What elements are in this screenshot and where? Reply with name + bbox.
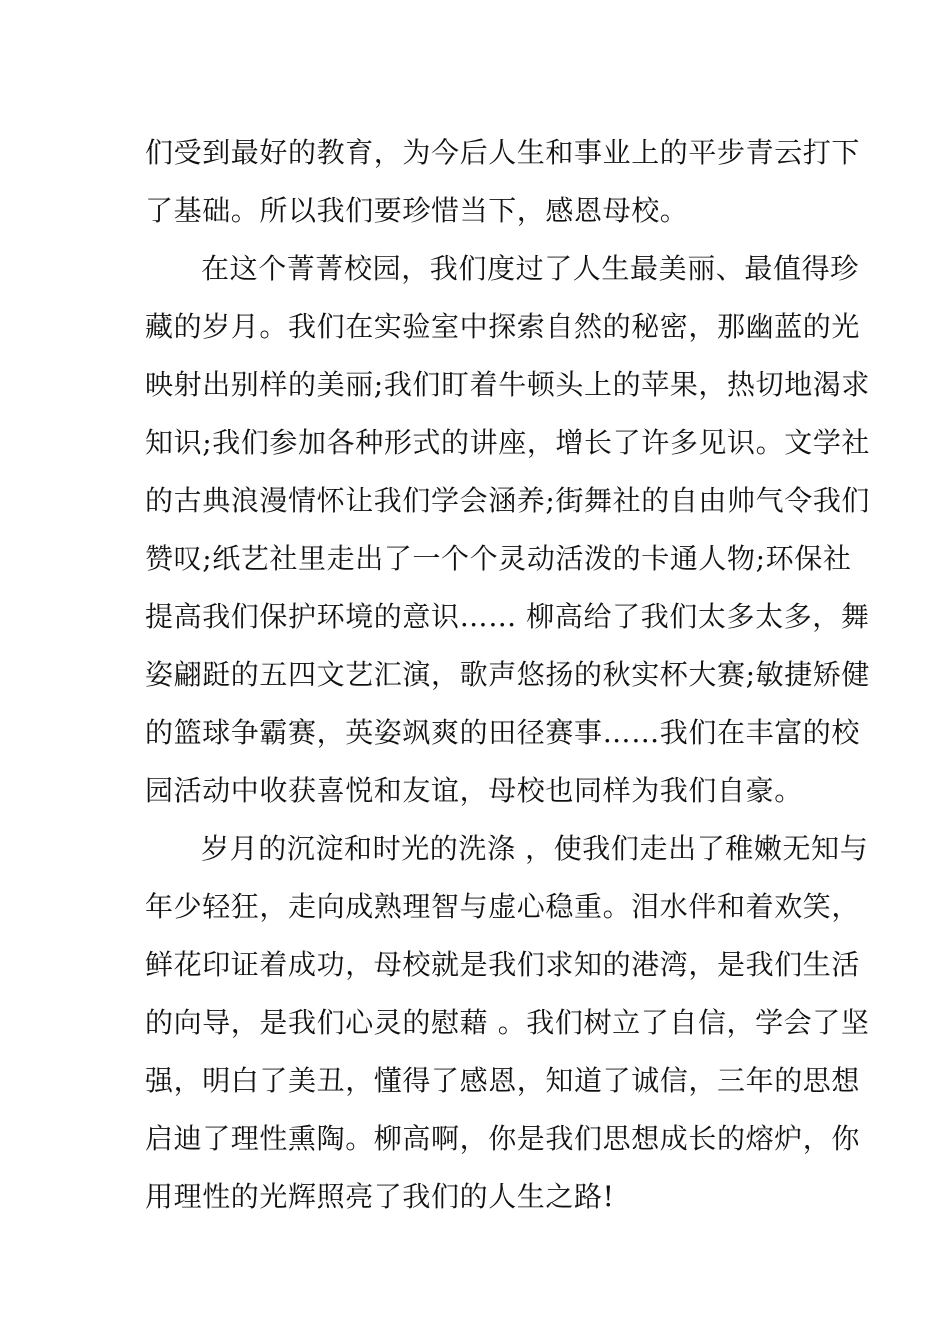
paragraph-2-line-5: 的古典浪漫情怀让我们学会涵养;街舞社的自由帅气令我们 [145,484,871,517]
paragraph-3-line-3: 鲜花印证着成功，母校就是我们求知的港湾，是我们生活 [145,948,861,981]
paragraph-3-line-1: 岁月的沉淀和时光的洗涤 ，使我们走出了稚嫩无知与 [201,832,869,865]
paragraph-2 [145,240,871,820]
paragraph-3 [145,820,870,1226]
document-body [145,124,871,1226]
paragraph-2-line-6: 赞叹;纸艺社里走出了一个个灵动活泼的卡通人物;环保社 [145,542,852,575]
paragraph-1 [145,124,861,240]
paragraph-1-line-1: 们受到最好的教育，为今后人生和事业上的平步青云打下 [145,136,861,169]
paragraph-2-line-3: 映射出别样的美丽;我们盯着牛顿头上的苹果，热切地渴求 [145,368,871,401]
paragraph-2-line-8: 姿翩跹的五四文艺汇演，歌声悠扬的秋实杯大赛;敏捷矫健 [145,658,871,691]
paragraph-2-line-2: 藏的岁月。我们在实验室中探索自然的秘密，那幽蓝的光 [145,310,861,343]
paragraph-3-line-4: 的向导，是我们心灵的慰藉 。我们树立了自信，学会了坚 [145,1006,870,1039]
paragraph-3-line-6: 启迪了理性熏陶。柳高啊，你是我们思想成长的熔炉，你 [145,1122,861,1155]
paragraph-2-line-4: 知识;我们参加各种形式的讲座，增长了许多见识。文学社 [145,426,871,459]
paragraph-3-line-5: 强，明白了美丑，懂得了感恩，知道了诚信，三年的思想 [145,1064,861,1097]
paragraph-2-line-10: 园活动中收获喜悦和友谊，母校也同样为我们自豪。 [145,774,803,807]
paragraph-2-line-9: 的篮球争霸赛，英姿飒爽的田径赛事……我们在丰富的校 [145,716,861,749]
paragraph-2-line-1: 在这个菁菁校园，我们度过了人生最美丽、最值得珍 [201,252,859,285]
paragraph-3-line-2: 年少轻狂，走向成熟理智与虚心稳重。泪水伴和着欢笑， [145,890,861,923]
paragraph-2-line-7: 提高我们保护环境的意识…… 柳高给了我们太多太多，舞 [145,600,870,633]
paragraph-1-line-2: 了基础。所以我们要珍惜当下，感恩母校。 [145,194,689,227]
paragraph-3-line-7: 用理性的光辉照亮了我们的人生之路! [145,1180,615,1213]
